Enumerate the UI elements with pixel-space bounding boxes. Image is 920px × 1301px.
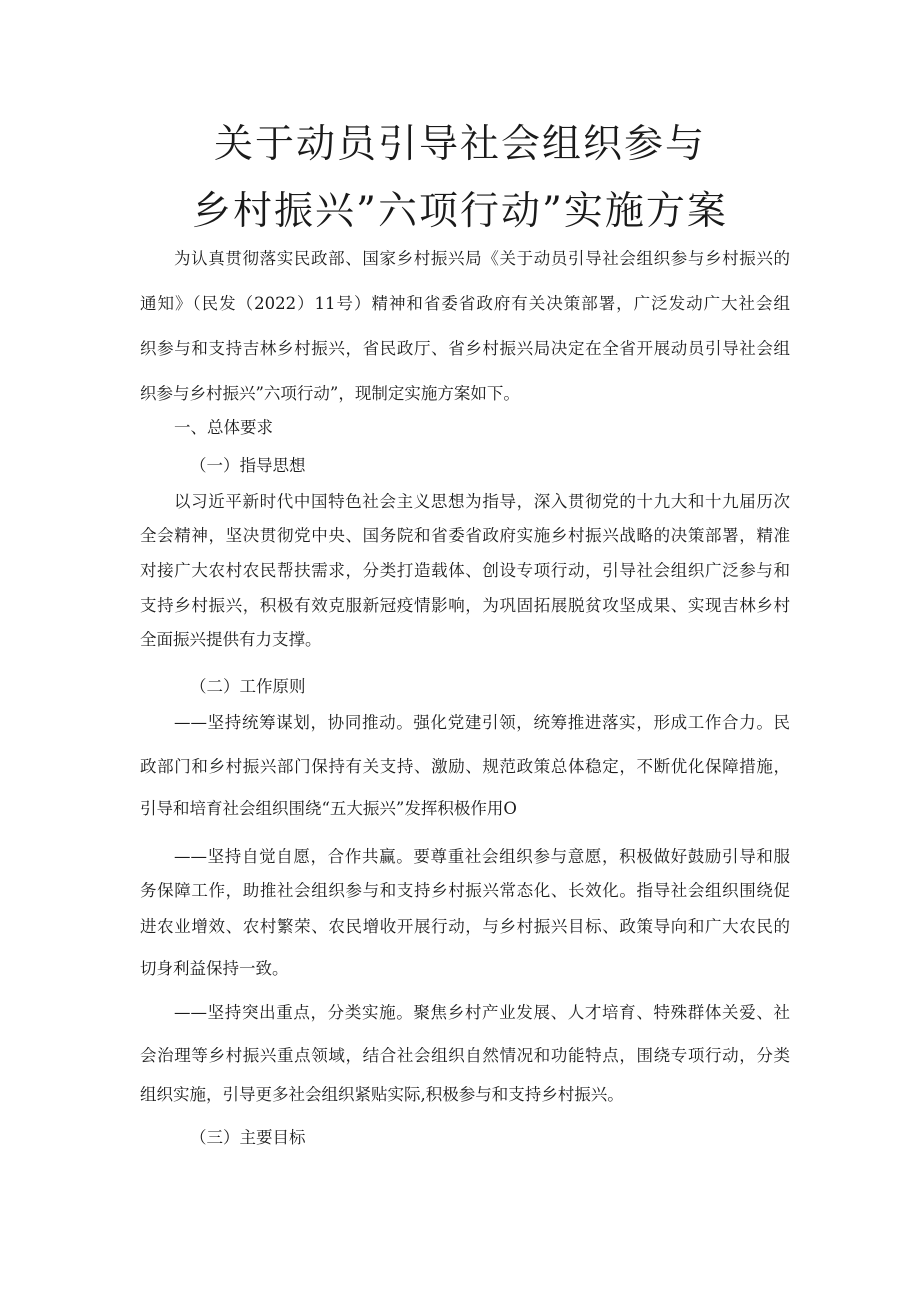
paragraph-line: ——坚持统筹谋划，协同推动。强化党建引领，统筹推进落实，形成工作合力。民 [174,713,790,732]
subsection-heading: （三）主要目标 [190,1128,306,1147]
intro-line: 为认真贯彻落实民政部、国家乡村振兴局《关于动员引导社会组织参与乡村振兴的 [174,249,790,268]
document-title-line-2: 乡村振兴”六项行动”实施方案 [192,189,728,234]
paragraph-line: ——坚持自觉自愿，合作共赢。要尊重社会组织参与意愿，积极做好鼓励引导和服 [174,847,790,866]
paragraph-line: 政部门和乡村振兴部门保持有关支持、激励、规范政策总体稳定，不断优化保障措施， [140,757,790,776]
intro-line: 织参与乡村振兴”六项行动”，现制定实施方案如下。 [140,384,520,403]
paragraph-line: 以习近平新时代中国特色社会主义思想为指导，深入贯彻党的十九大和十九届历次 [174,492,790,511]
paragraph-line: 支持乡村振兴，积极有效克服新冠疫情影响，为巩固拓展脱贫攻坚成果、实现吉林乡村 [140,596,790,615]
paragraph-line: 对接广大农村农民帮扶需求，分类打造载体、创设专项行动，引导社会组织广泛参与和 [140,561,790,580]
subsection-heading: （二）工作原则 [190,677,306,696]
paragraph-line: 全会精神，坚决贯彻党中央、国务院和省委省政府实施乡村振兴战略的决策部署，精准 [140,526,790,545]
paragraph-line: ——坚持突出重点，分类实施。聚焦乡村产业发展、人才培育、特殊群体关爱、社 [174,1003,790,1022]
paragraph-line: 引导和培育社会组织围绕“五大振兴”发挥积极作用O [140,799,517,818]
document-title-line-1: 关于动员引导社会组织参与 [213,122,706,167]
section-heading: 一、总体要求 [174,418,273,437]
paragraph-line: 切身利益保持一致。 [140,959,289,978]
paragraph-line: 全面振兴提供有力支撑。 [140,630,322,649]
paragraph-line: 组织实施，引导更多社会组织紧贴实际,积极参与和支持乡村振兴。 [140,1085,624,1104]
paragraph-line: 会治理等乡村振兴重点领域，结合社会组织自然情况和功能特点，围绕专项行动，分类 [140,1046,790,1065]
paragraph-line: 进农业增效、农村繁荣、农民增收开展行动，与乡村振兴目标、政策导向和广大农民的 [140,917,790,936]
paragraph-line: 务保障工作，助推社会组织参与和支持乡村振兴常态化、长效化。指导社会组织围绕促 [140,881,790,900]
subsection-heading: （一）指导思想 [190,456,306,475]
intro-line: 通知》（民发（2022）11号）精神和省委省政府有关决策部署，广泛发动广大社会组 [140,294,790,313]
intro-line: 织参与和支持吉林乡村振兴，省民政厅、省乡村振兴局决定在全省开展动员引导社会组 [140,339,790,358]
